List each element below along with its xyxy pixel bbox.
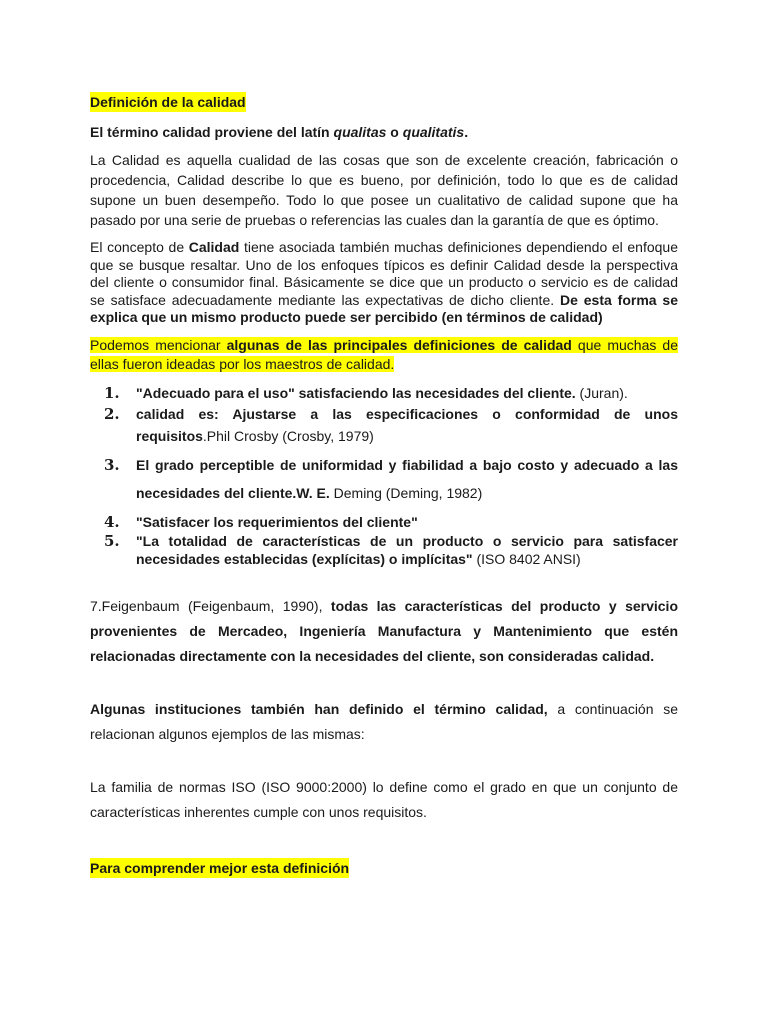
list-item-bold: "Satisfacer los requerimientos del cliente" xyxy=(136,513,418,530)
para5-part-a: Algunas instituciones también han definido el término calidad, xyxy=(90,700,548,717)
para2-part-b: Calidad xyxy=(188,239,240,255)
definitions-list xyxy=(90,383,678,568)
footer-heading-wrap xyxy=(90,858,678,878)
list-item-number: 1. xyxy=(104,383,120,402)
list-item-text: .Phil Crosby (Crosby, 1979) xyxy=(202,427,374,444)
para2-part-a: El concepto de xyxy=(90,239,189,255)
paragraph-feigenbaum xyxy=(90,594,678,669)
list-item xyxy=(90,383,678,403)
list-item xyxy=(90,451,678,507)
intro-part-c: o xyxy=(386,124,403,140)
intro-part-b: qualitas xyxy=(333,124,387,140)
intro-part-e: . xyxy=(464,124,469,140)
list-item-text: (ISO 8402 ANSI) xyxy=(472,550,581,567)
paragraph-3 xyxy=(90,336,678,374)
para4-part-a: 7.Feigenbaum (Feigenbaum, 1990), xyxy=(90,597,331,614)
intro-part-d: qualitatis xyxy=(402,124,465,140)
list-item-number: 5. xyxy=(104,531,120,550)
para3-part-c: que muchas de ellas fueron ideadas por los maestros de calidad. xyxy=(90,336,678,372)
paragraph-1: La Calidad es aquella cualidad de las cosas que son de excelente creación, fabricación o procedencia, Calidad describe lo que es bueno, por definición, todo lo que es de calidad supone un buen desempeño. Todo lo que posee un cualitativo de calidad supone que ha pasado por una serie de pruebas o referencias las cuales dan la garantía de que es óptimo. xyxy=(90,152,678,228)
paragraph-2 xyxy=(90,239,678,327)
list-item-text: Deming (Deming, 1982) xyxy=(329,484,483,501)
list-item-text: (Juran). xyxy=(575,384,628,401)
intro-paragraph xyxy=(90,122,678,142)
footer-heading: Para comprender mejor esta definición xyxy=(90,859,350,876)
list-item-number: 2. xyxy=(104,404,120,423)
intro-part-a: El término calidad proviene del latín xyxy=(90,124,334,140)
list-item-bold: calidad es: Ajustarse a las especificaciones o conformidad de unos requisitos xyxy=(136,405,678,444)
list-item-number: 4. xyxy=(104,512,120,531)
list-item-bold: El grado perceptible de uniformidad y fiabilidad a bajo costo y adecuado a las necesidades del cliente.W. E. xyxy=(136,456,678,501)
para2-part-d: De esta forma se explica que un mismo producto puede ser percibido (en términos de calidad) xyxy=(90,291,678,325)
paragraph-institutions xyxy=(90,697,678,747)
list-item-bold: "La totalidad de características de un producto o servicio para satisfacer necesidades establecidas (explícitas) o implícitas" xyxy=(136,532,678,567)
section-title: Definición de la calidad xyxy=(90,94,246,110)
section-title-wrap xyxy=(90,92,678,112)
list-item xyxy=(90,403,678,447)
document-page xyxy=(90,92,678,878)
list-item xyxy=(90,532,678,568)
para3-part-a: Podemos mencionar xyxy=(90,336,227,353)
list-item xyxy=(90,512,678,532)
para4-part-b: todas las características del producto y servicio provenientes de Mercadeo, Ingeniería Manufactura y Mantenimiento que estén relacionadas directamente con la necesidades del cliente, son consideradas calidad. xyxy=(90,597,679,664)
list-item-bold: "Adecuado para el uso" satisfaciendo las necesidades del cliente. xyxy=(136,384,576,401)
list-item-number: 3. xyxy=(104,455,120,474)
para3-part-b: algunas de las principales definiciones de calidad xyxy=(226,336,572,353)
paragraph-iso: La familia de normas ISO (ISO 9000:2000) lo define como el grado en que un conjunto de características inherentes cumple con unos requisitos. xyxy=(90,778,678,820)
para2-part-c: tiene asociada también muchas definiciones dependiendo el enfoque que se busque resaltar. Uno de los enfoques típicos es definir Calidad desde la perspectiva del cliente o consumidor final. Básicamente se dice que un producto o servicio es de calidad se satisface adecuadamente mediante las expectativas de dicho cliente. xyxy=(90,239,678,308)
para5-part-b: a continuación se relacionan algunos ejemplos de las mismas: xyxy=(90,700,678,742)
